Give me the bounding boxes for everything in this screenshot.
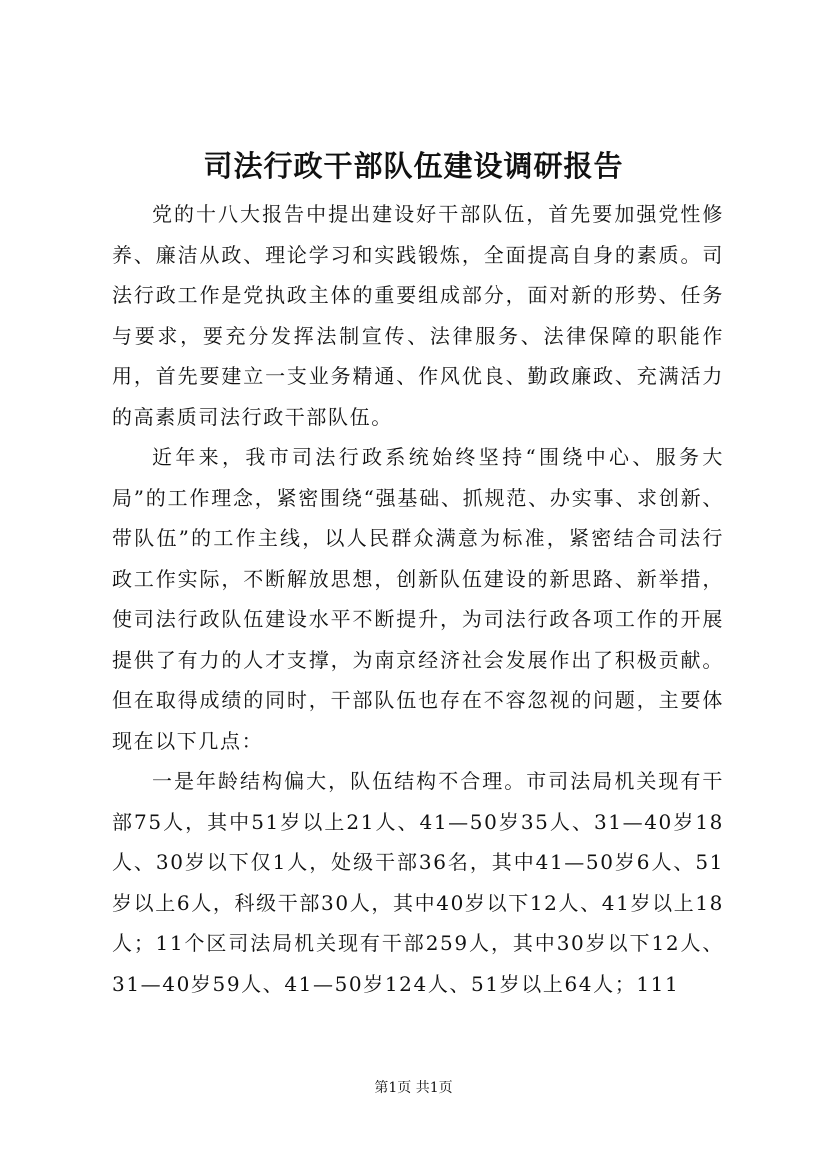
paragraph-intro: 党的十八大报告中提出建设好干部队伍，首先要加强党性修养、廉洁从政、理论学习和实践锻炼，全面提高自身的素质。司法行政工作是党执政主体的重要组成部分，面对新的形势、任务与要求，要充分发挥法制宣传、法律服务、法律保障的职能作用，首先要建立一支业务精通、作风优良、勤政廉政、充满活力的高素质司法行政干部队伍。 [112,202,724,429]
document-body [112,194,724,1004]
paragraph-recent-years: 近年来，我市司法行政系统始终坚持“围绕中心、服务大局”的工作理念，紧密围绕“强基础、抓规范、办实事、求创新、带队伍”的工作主线，以人民群众满意为标准，紧密结合司法行政工作实际，不断解放思想，创新队伍建设的新思路、新举措，使司法行政队伍建设水平不断提升，为司法行政各项工作的开展提供了有力的人才支撑，为南京经济社会发展作出了积极贡献。但在取得成绩的同时，干部队伍也存在不容忽视的问题，主要体现在以下几点： [112,445,724,753]
document-title: 司法行政干部队伍建设调研报告 [203,149,624,183]
paragraph-age-structure: 一是年龄结构偏大，队伍结构不合理。市司法局机关现有干部75人，其中51岁以上21人、41—50岁35人、31—40岁18人、30岁以下仅1人，处级干部36名，其中41—50岁6人、51岁以上6人，科级干部30人，其中40岁以下12人、41岁以上18人；11个区司法局机关现有干部259人，其中30岁以下12人、31—40岁59人、41—50岁124人、51岁以上64人；111 [112,769,724,996]
page-footer: 第1页 共1页 [374,1080,453,1096]
